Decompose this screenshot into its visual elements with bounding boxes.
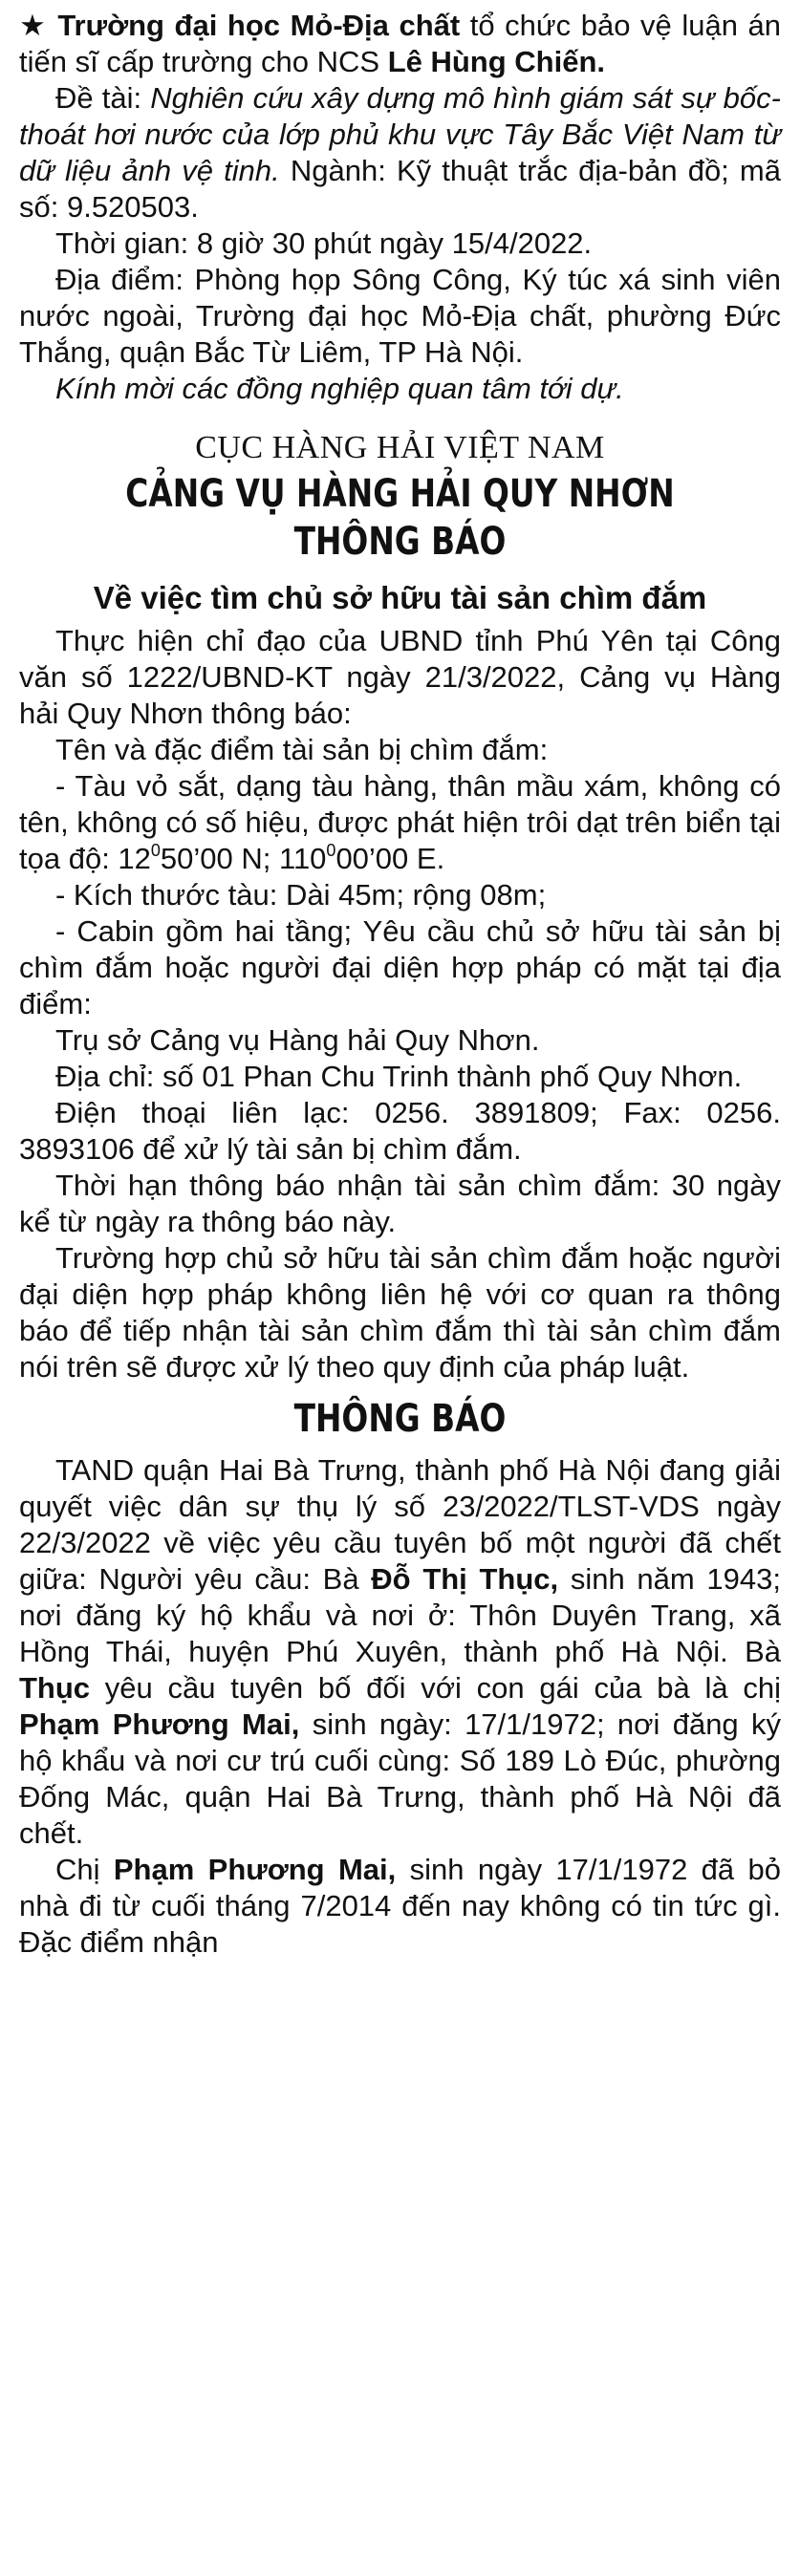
court-text: yêu cầu tuyên bố đối với con gái của bà là chị — [90, 1671, 781, 1705]
sunken-p8: Điện thoại liên lạc: 0256. 3891809; Fax: 0256. 3893106 để xử lý tài sản bị chìm đắm. — [19, 1096, 781, 1166]
coordinate-part: 00’00 E. — [335, 842, 445, 875]
authority-name: CẢNG VỤ HÀNG HẢI QUY NHƠN — [125, 472, 675, 516]
court-p1 — [19, 1452, 781, 1852]
vessel-description: - Tàu vỏ sắt, dạng tàu hàng, thân mầu xám, không có tên, không có số hiệu, được phát hiện trôi dạt trên biển tại tọa độ: 12 — [19, 769, 781, 875]
sunken-p9: Thời hạn thông báo nhận tài sản chìm đắm: 30 ngày kể từ ngày ra thông báo này. — [19, 1169, 781, 1238]
coordinate-part: 50’00 N; 110 — [160, 842, 327, 875]
court-text: sinh năm 1943; nơi đăng ký hộ khẩu và nơi ở: Thôn Duyên Trang, xã Hồng Thái, huyện Phú Xuyên, thành phố Hà Nội. Bà — [19, 1562, 781, 1668]
degree-mark: 0 — [326, 840, 336, 860]
sunken-p4: - Kích thước tàu: Dài 45m; rộng 08m; — [55, 878, 547, 912]
sunken-p2: Tên và đặc điểm tài sản bị chìm đắm: — [55, 733, 549, 766]
topic-title: Nghiên cứu xây dựng mô hình giám sát sự bốc-thoát hơi nước của lớp phủ khu vực Tây Bắc Việt Nam từ dữ liệu ảnh vệ tinh. — [19, 81, 781, 187]
thesis-intro-paragraph — [19, 8, 781, 80]
thesis-topic-paragraph — [19, 80, 781, 225]
defense-time: Thời gian: 8 giờ 30 phút ngày 15/4/2022. — [55, 226, 593, 260]
notice-heading: THÔNG BÁO — [293, 520, 507, 564]
sunken-p1: Thực hiện chỉ đạo của UBND tỉnh Phú Yên tại Công văn số 1222/UBND-KT ngày 21/3/2022, Cảng vụ Hàng hải Quy Nhơn thông báo: — [19, 624, 781, 730]
petitioner-name: Đỗ Thị Thục, — [371, 1562, 559, 1596]
institution-name: Trường đại học Mỏ-Địa chất — [57, 9, 461, 42]
thesis-intro-text: tổ chức bảo vệ luận án tiến sĩ cấp trường cho NCS — [19, 9, 781, 78]
major-text: Ngành: Kỹ thuật trắc địa-bản đồ; mã số: 9.520503. — [19, 154, 781, 224]
star-icon: ★ — [19, 9, 48, 42]
candidate-name: Lê Hùng Chiến. — [387, 45, 606, 78]
notice-thesis-defense — [19, 8, 781, 407]
subject-person-name: Phạm Phương Mai, — [113, 1853, 397, 1886]
court-text: Chị — [55, 1853, 114, 1886]
sunken-p3 — [19, 768, 781, 877]
court-text: sinh ngày: 17/1/1972; nơi đăng ký hộ khẩu và nơi cư trú cuối cùng: Số 189 Lò Đúc, phường Đống Mác, quận Hai Bà Trưng, thành phố Hà Nội đã chết. — [19, 1707, 782, 1850]
court-p2 — [19, 1852, 781, 1961]
court-notice-heading: THÔNG BÁO — [293, 1397, 507, 1441]
sunken-p6: Trụ sở Cảng vụ Hàng hải Quy Nhơn. — [55, 1023, 540, 1057]
organization-name: CỤC HÀNG HẢI VIỆT NAM — [195, 430, 605, 465]
defense-location: Địa điểm: Phòng họp Sông Công, Ký túc xá sinh viên nước ngoài, Trường đại học Mỏ-Địa chất, phường Đức Thắng, quận Bắc Từ Liêm, TP Hà Nội. — [19, 263, 781, 369]
notice-sunken-asset — [19, 430, 781, 1385]
sunken-p10: Trường hợp chủ sở hữu tài sản chìm đắm hoặc người đại diện hợp pháp không liên hệ với cơ quan ra thông báo để tiếp nhận tài sản chìm đắm thì tài sản chìm đắm nói trên sẽ được xử lý theo quy định của pháp luật. — [19, 1241, 781, 1384]
notice-subject: Về việc tìm chủ sở hữu tài sản chìm đắm — [93, 580, 707, 615]
invitation-text: Kính mời các đồng nghiệp quan tâm tới dự. — [55, 372, 624, 405]
sunken-p5: - Cabin gồm hai tầng; Yêu cầu chủ sở hữu tài sản bị chìm đắm hoặc người đại diện hợp pháp có mặt tại địa điểm: — [19, 914, 781, 1020]
topic-label: Đề tài: — [55, 81, 151, 115]
notice-court-declaration — [19, 1385, 781, 1961]
degree-mark: 0 — [150, 840, 161, 860]
sunken-p7: Địa chỉ: số 01 Phan Chu Trinh thành phố Quy Nhơn. — [55, 1060, 743, 1093]
subject-person-name: Phạm Phương Mai, — [19, 1707, 300, 1741]
petitioner-short-name: Thục — [19, 1671, 91, 1705]
court-text: TAND quận Hai Bà Trưng, thành phố Hà Nội đang giải quyết việc dân sự thụ lý số 23/2022/TLST-VDS ngày 22/3/2022 về việc yêu cầu tuyên bố một người đã chết giữa: Người yêu cầu: Bà — [19, 1453, 781, 1596]
court-text: sinh ngày 17/1/1972 đã bỏ nhà đi từ cuối tháng 7/2014 đến nay không có tin tức gì. Đặc điểm nhận — [19, 1853, 781, 1959]
